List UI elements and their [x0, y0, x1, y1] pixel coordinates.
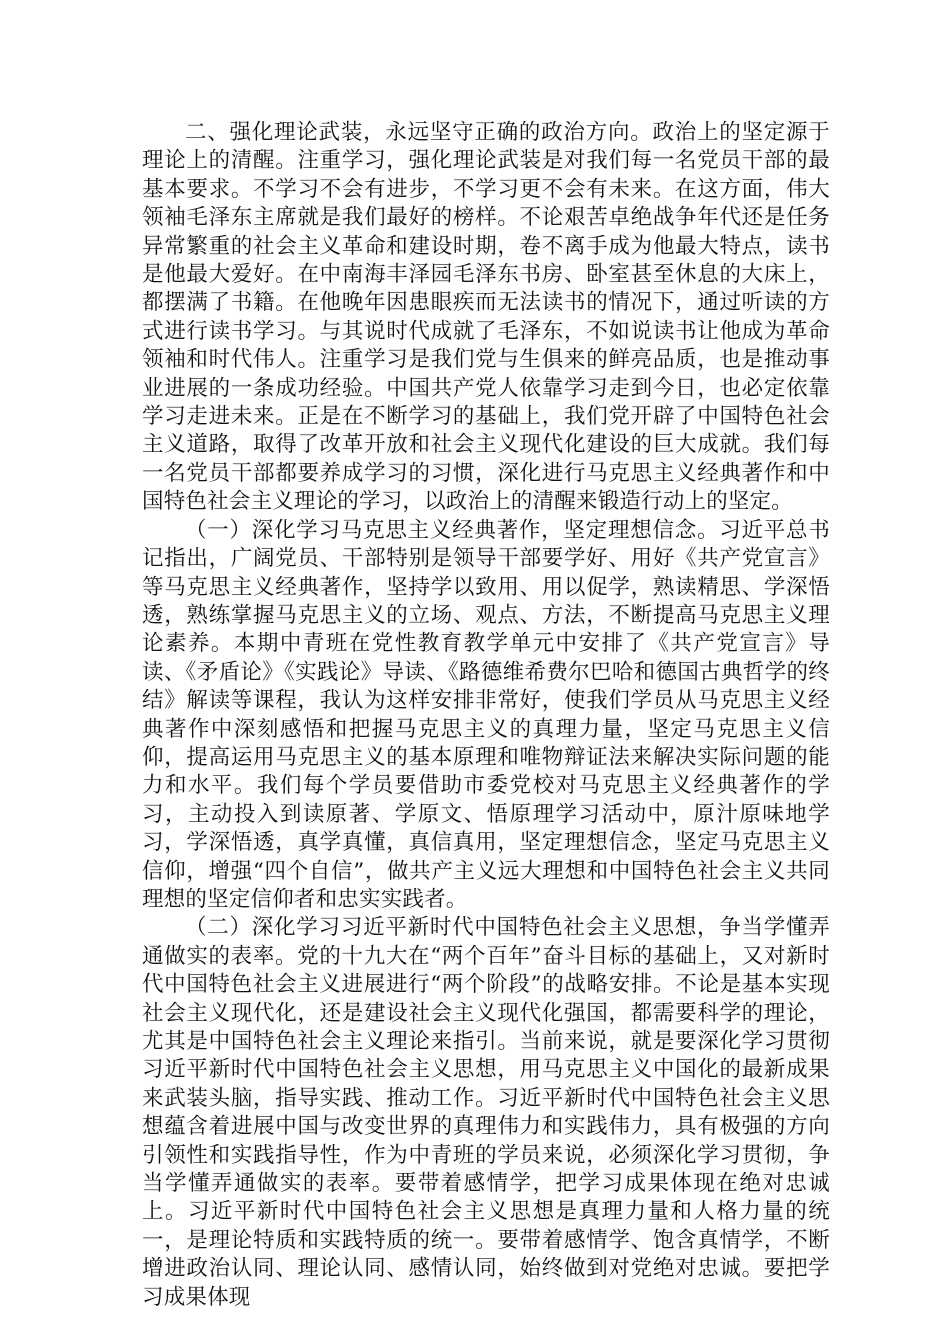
paragraph-theory-armament: 二、强化理论武装，永远坚守正确的政治方向。政治上的坚定源于理论上的清醒。注重学习，强化理论武装是对我们每一名党员干部的最基本要求。不学习不会有进步，不学习更不会有未来。在这方面，伟大领袖毛泽东主席就是我们最好的榜样。不论艰苦卓绝战争年代还是任务异常繁重的社会主义革命和建设时期，卷不离手成为他最大特点，读书是他最大爱好。在中南海丰泽园毛泽东书房、卧室甚至休息的大床上，都摆满了书籍。在他晚年因患眼疾而无法读书的情况下，通过听读的方式进行读书学习。与其说时代成就了毛泽东，不如说读书让他成为革命领袖和时代伟人。注重学习是我们党与生俱来的鲜亮品质，也是推动事业进展的一条成功经验。中国共产党人依靠学习走到今日，也必定依靠学习走进未来。正是在不断学习的基础上，我们党开辟了中国特色社会主义道路，取得了改革开放和社会主义现代化建设的巨大成就。我们每一名党员干部都要养成学习的习惯，深化进行马克思主义经典著作和中国特色社会主义理论的学习，以政治上的清醒来锻造行动上的坚定。	[142, 120, 830, 515]
paragraph-new-era-thought: （二）深化学习习近平新时代中国特色社会主义思想，争当学懂弄通做实的表率。党的十九大在“两个百年”奋斗目标的基础上，又对新时代中国特色社会主义进展进行“两个阶段”的战略安排。不论是基本实现社会主义现代化，还是建设社会主义现代化强国，都需要科学的理论，尤其是中国特色社会主义理论来指引。当前来说，就是要深化学习贯彻习近平新时代中国特色社会主义思想，用马克思主义中国化的最新成果来武装头脑，指导实践、推动工作。习近平新时代中国特色社会主义思想蕴含着进展中国与改变世界的真理伟力和实践伟力，具有极强的方向引领性和实践指导性，作为中青班的学员来说，必须深化学习贯彻，争当学懂弄通做实的表率。要带着感情学，把学习成果体现在绝对忠诚上。习近平新时代中国特色社会主义思想是真理力量和人格力量的统一，是理论特质和实践特质的统一。要带着感情学、饱含真情学，不断增进政治认同、理论认同、感情认同，始终做到对党绝对忠诚。要把学习成果体现	[142, 915, 830, 1310]
paragraph-marxist-classics: （一）深化学习马克思主义经典著作，坚定理想信念。习近平总书记指出，广阔党员、干部特别是领导干部要学好、用好《共产党宣言》等马克思主义经典著作，坚持学以致用、用以促学，熟读精思、学深悟透，熟练掌握马克思主义的立场、观点、方法，不断提高马克思主义理论素养。本期中青班在党性教育教学单元中安排了《共产党宣言》导读、《矛盾论》《实践论》导读、《路德维希费尔巴哈和德国古典哲学的终结》解读等课程，我认为这样安排非常好，使我们学员从马克思主义经典著作中深刻感悟和把握马克思主义的真理力量，坚定马克思主义信仰，提高运用马克思主义的基本原理和唯物辩证法来解决实际问题的能力和水平。我们每个学员要借助市委党校对马克思主义经典著作的学习，主动投入到读原著、学原文、悟原理学习活动中，原汁原味地学习，学深悟透，真学真懂，真信真用，坚定理想信念，坚定马克思主义信仰，增强“四个自信”，做共产主义远大理想和中国特色社会主义共同理想的坚定信仰者和忠实实践者。	[142, 517, 830, 912]
body-text	[142, 119, 830, 1312]
